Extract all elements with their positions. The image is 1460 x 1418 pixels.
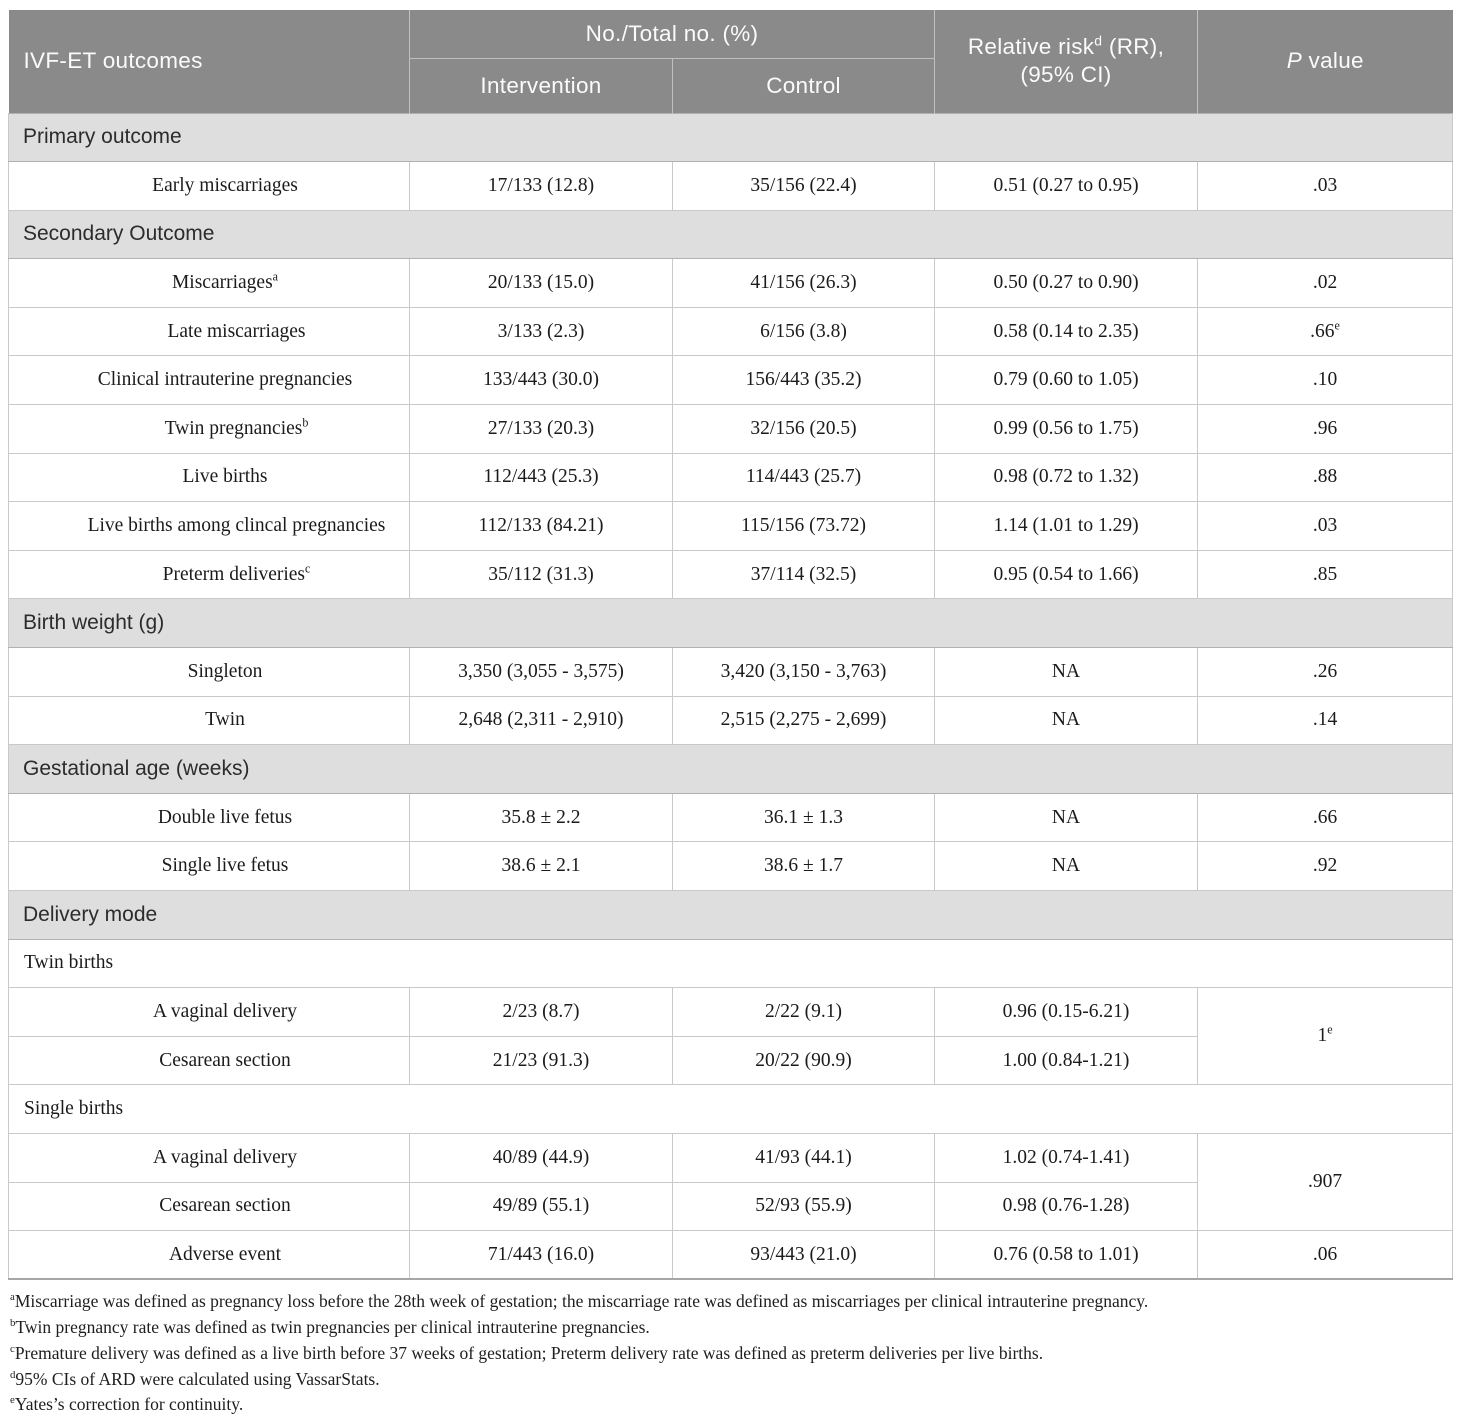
rr-cell: 1.00 (0.84-1.21)	[935, 1036, 1198, 1085]
ivf-et-outcomes-table	[8, 10, 1453, 1280]
intervention-cell: 35/112 (31.3)	[410, 550, 673, 599]
rr-cell: 0.96 (0.15-6.21)	[935, 988, 1198, 1037]
intervention-cell: 35.8 ± 2.2	[410, 793, 673, 842]
rr-cell: NA	[935, 648, 1198, 697]
outcome-cell: Live births among clincal pregnancies	[9, 502, 410, 551]
p-value-cell: .02	[1198, 259, 1453, 308]
outcome-cell: A vaginal delivery	[9, 988, 410, 1037]
table-row	[9, 453, 1453, 502]
intervention-cell: 2,648 (2,311 - 2,910)	[410, 696, 673, 745]
control-cell: 3,420 (3,150 - 3,763)	[673, 648, 935, 697]
outcome-cell: Twin pregnancies$^b$	[9, 405, 410, 454]
intervention-cell: 112/443 (25.3)	[410, 453, 673, 502]
rr-cell: 0.58 (0.14 to 2.35)	[935, 307, 1198, 356]
control-cell: 41/156 (26.3)	[673, 259, 935, 308]
control-cell: 93/443 (21.0)	[673, 1231, 935, 1280]
rr-cell: 0.79 (0.60 to 1.05)	[935, 356, 1198, 405]
control-cell: 36.1 ± 1.3	[673, 793, 935, 842]
rr-cell: 0.76 (0.58 to 1.01)	[935, 1231, 1198, 1280]
outcome-cell: Adverse event	[9, 1231, 410, 1280]
control-cell: 6/156 (3.8)	[673, 307, 935, 356]
control-cell: 38.6 ± 1.7	[673, 842, 935, 891]
rr-cell: 0.50 (0.27 to 0.90)	[935, 259, 1198, 308]
outcome-cell: Live births	[9, 453, 410, 502]
table-row	[9, 550, 1453, 599]
intervention-cell: 3/133 (2.3)	[410, 307, 673, 356]
header-p-italic: P	[1286, 48, 1302, 74]
table-row	[9, 162, 1453, 211]
control-cell: 37/114 (32.5)	[673, 550, 935, 599]
outcome-cell: Cesarean section	[9, 1182, 410, 1231]
footnote-marker: e	[1334, 318, 1340, 333]
intervention-cell: 27/133 (20.3)	[410, 405, 673, 454]
intervention-cell: 40/89 (44.9)	[410, 1133, 673, 1182]
intervention-cell: 21/23 (91.3)	[410, 1036, 673, 1085]
rr-cell: 0.98 (0.72 to 1.32)	[935, 453, 1198, 502]
header-p-value	[1198, 10, 1453, 113]
table-row	[9, 259, 1453, 308]
section-label: Gestational age (weeks)	[9, 745, 1453, 794]
table-body	[9, 113, 1453, 1279]
intervention-cell: 3,350 (3,055 - 3,575)	[410, 648, 673, 697]
section-label: Primary outcome	[9, 113, 1453, 162]
table-row	[9, 842, 1453, 891]
outcome-cell: Clinical intrauterine pregnancies	[9, 356, 410, 405]
outcome-cell: Twin	[9, 696, 410, 745]
subheader-label: Twin births	[9, 939, 1453, 988]
p-value-cell: .88	[1198, 453, 1453, 502]
p-value-cell: .03	[1198, 162, 1453, 211]
p-value-cell: .66e	[1198, 307, 1453, 356]
control-cell: 2/22 (9.1)	[673, 988, 935, 1037]
intervention-cell: 49/89 (55.1)	[410, 1182, 673, 1231]
rr-cell: 0.98 (0.76-1.28)	[935, 1182, 1198, 1231]
table-row	[9, 1133, 1453, 1182]
footnote-marker: b	[302, 415, 309, 430]
control-cell: 156/443 (35.2)	[673, 356, 935, 405]
table-row	[9, 696, 1453, 745]
table-row	[9, 988, 1453, 1037]
rr-cell: NA	[935, 696, 1198, 745]
footnote-marker: a	[10, 1291, 15, 1304]
footnote: $^e$Yates’s correction for continuity.	[10, 1394, 244, 1415]
control-cell: 41/93 (44.1)	[673, 1133, 935, 1182]
header-rr-post: (RR),	[1102, 34, 1165, 60]
section-row	[9, 113, 1453, 162]
outcome-cell: A vaginal delivery	[9, 1133, 410, 1182]
p-value-cell: .03	[1198, 502, 1453, 551]
p-value-cell: .96	[1198, 405, 1453, 454]
p-value-cell: .907	[1198, 1133, 1453, 1230]
table-row	[9, 356, 1453, 405]
footnote: $^a$Miscarriage was defined as pregnancy loss before the 28th week of gestation; the miscarriage rate was defined as miscarriages per clinical intrauterine pregnancy.	[10, 1291, 1149, 1312]
section-label: Birth weight (g)	[9, 599, 1453, 648]
section-row	[9, 891, 1453, 940]
intervention-cell: 2/23 (8.7)	[410, 988, 673, 1037]
section-row	[9, 210, 1453, 259]
intervention-cell: 133/443 (30.0)	[410, 356, 673, 405]
p-value-cell: .66	[1198, 793, 1453, 842]
table-row	[9, 793, 1453, 842]
subheader-label: Single births	[9, 1085, 1453, 1134]
rr-cell: NA	[935, 793, 1198, 842]
p-value-cell: .10	[1198, 356, 1453, 405]
header-relative-risk	[935, 10, 1198, 113]
header-rr-line2: (95% CI)	[1020, 62, 1112, 88]
control-cell: 20/22 (90.9)	[673, 1036, 935, 1085]
intervention-cell: 38.6 ± 2.1	[410, 842, 673, 891]
outcome-cell: Late miscarriages	[9, 307, 410, 356]
control-cell: 32/156 (20.5)	[673, 405, 935, 454]
header-control: Control	[673, 58, 935, 113]
control-cell: 2,515 (2,275 - 2,699)	[673, 696, 935, 745]
table-row	[9, 648, 1453, 697]
table-row	[9, 502, 1453, 551]
outcome-cell: Early miscarriages	[9, 162, 410, 211]
p-value-cell: 1e	[1198, 988, 1453, 1085]
outcome-cell: Cesarean section	[9, 1036, 410, 1085]
rr-cell: 0.95 (0.54 to 1.66)	[935, 550, 1198, 599]
outcome-cell: Double live fetus	[9, 793, 410, 842]
header-row-1	[9, 10, 1453, 58]
rr-cell: 1.02 (0.74-1.41)	[935, 1133, 1198, 1182]
footnote-marker: d	[10, 1368, 16, 1381]
control-cell: 52/93 (55.9)	[673, 1182, 935, 1231]
section-row	[9, 745, 1453, 794]
outcome-cell: Single live fetus	[9, 842, 410, 891]
header-intervention: Intervention	[410, 58, 673, 113]
p-value-cell: .06	[1198, 1231, 1453, 1280]
control-cell: 114/443 (25.7)	[673, 453, 935, 502]
p-value-cell: .85	[1198, 550, 1453, 599]
footnotes	[8, 1289, 1452, 1418]
footnote-marker: b	[10, 1317, 16, 1330]
footnote-marker: c	[305, 561, 311, 576]
outcome-cell: Miscarriages$^a$	[9, 259, 410, 308]
table-row	[9, 1231, 1453, 1280]
outcome-cell: Singleton	[9, 648, 410, 697]
intervention-cell: 17/133 (12.8)	[410, 162, 673, 211]
p-value-cell: .26	[1198, 648, 1453, 697]
footnote: $^b$Twin pregnancy rate was defined as twin pregnancies per clinical intrauterine pregnancies.	[10, 1317, 650, 1338]
footnote: $^c$Premature delivery was defined as a live birth before 37 weeks of gestation; Preterm delivery rate was defined as preterm deliveries per live births.	[10, 1342, 1044, 1363]
rr-cell: NA	[935, 842, 1198, 891]
header-no-total: No./Total no. (%)	[410, 10, 935, 58]
table-row	[9, 405, 1453, 454]
p-value-cell: .14	[1198, 696, 1453, 745]
subheader-row	[9, 1085, 1453, 1134]
footnote-marker: e	[1327, 1022, 1333, 1037]
section-label: Delivery mode	[9, 891, 1453, 940]
header-rr-superscript: d	[1094, 32, 1103, 49]
table-row	[9, 307, 1453, 356]
footnote-marker: e	[10, 1394, 15, 1407]
footnote-marker: a	[272, 269, 279, 284]
header-rr-pre: Relative risk	[967, 34, 1095, 60]
section-row	[9, 599, 1453, 648]
rr-cell: 0.51 (0.27 to 0.95)	[935, 162, 1198, 211]
table-header	[9, 10, 1453, 113]
rr-cell: 1.14 (1.01 to 1.29)	[935, 502, 1198, 551]
footnote: $^d$95% CIs of ARD were calculated using VassarStats.	[10, 1368, 380, 1389]
footnote-marker: c	[10, 1343, 15, 1356]
intervention-cell: 71/443 (16.0)	[410, 1231, 673, 1280]
intervention-cell: 112/133 (84.21)	[410, 502, 673, 551]
control-cell: 35/156 (22.4)	[673, 162, 935, 211]
rr-cell: 0.99 (0.56 to 1.75)	[935, 405, 1198, 454]
control-cell: 115/156 (73.72)	[673, 502, 935, 551]
section-label: Secondary Outcome	[9, 210, 1453, 259]
subheader-row	[9, 939, 1453, 988]
header-p-rest: value	[1302, 48, 1364, 74]
header-outcomes: IVF-ET outcomes	[9, 10, 410, 113]
intervention-cell: 20/133 (15.0)	[410, 259, 673, 308]
p-value-cell: .92	[1198, 842, 1453, 891]
outcome-cell: Preterm deliveries$^c$	[9, 550, 410, 599]
